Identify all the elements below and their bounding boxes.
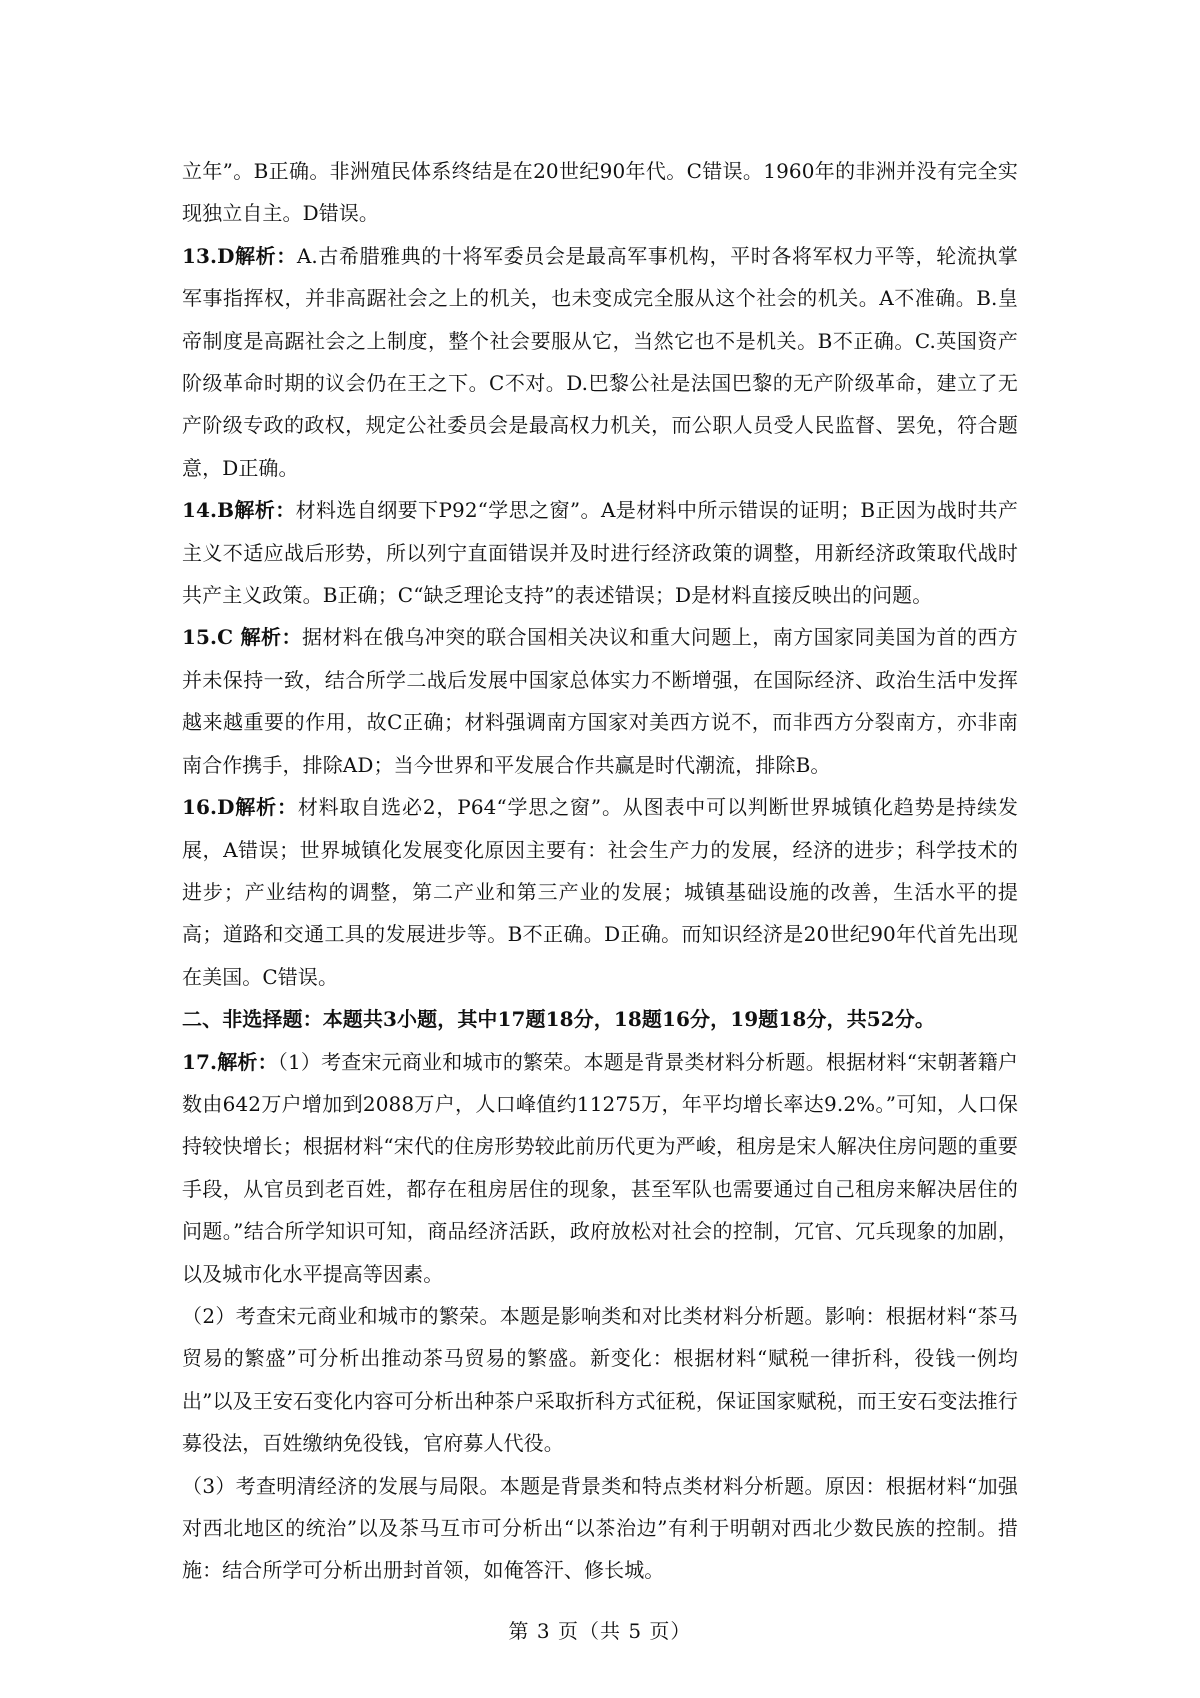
paragraph-text: （2）考查宋元商业和城市的繁荣。本题是影响类和对比类材料分析题。影响：根据材料“茶马贸易的繁盛”可分析出推动茶马贸易的繁盛。新变化：根据材料“赋税一律折科，役钱一例均出”以及王安石变化内容可分析出种茶户采取折科方式征税，保证国家赋税，而王安石变法推行募役法，百姓缴纳免役钱，官府募人代役。 <box>182 1303 1018 1456</box>
document-body <box>182 150 1018 1592</box>
page-footer: 第 3 页（共 5 页） <box>508 1619 692 1643</box>
paragraph-13 <box>182 235 1018 489</box>
question-label: 17.解析： <box>182 1049 278 1074</box>
paragraph-text: 材料选自纲要下P92“学思之窗”。A是材料中所示错误的证明；B正因为战时共产主义不适应战后形势，所以列宁直面错误并及时进行经济政策的调整，用新经济政策取代战时共产主义政策。B正确；C“缺乏理论支持”的表述错误；D是材料直接反映出的问题。 <box>182 498 1018 608</box>
section-title: 二、非选择题：本题共3小题，其中17题18分，18题16分，19题18分，共52分。 <box>182 1007 935 1032</box>
paragraph-17-3 <box>182 1465 1018 1592</box>
paragraph-text: 立年”。B正确。非洲殖民体系终结是在20世纪90年代。C错误。1960年的非洲并没有完全实现独立自主。D错误。 <box>182 159 1018 226</box>
section-heading <box>182 998 1018 1040</box>
paragraph-text: 材料取自选必2，P64“学思之窗”。从图表中可以判断世界城镇化趋势是持续发展，A错误；世界城镇化发展变化原因主要有：社会生产力的发展，经济的进步；科学技术的进步；产业结构的调整，第二产业和第三产业的发展；城镇基础设施的改善，生活水平的提高；道路和交通工具的发展进步等。B不正确。D正确。而知识经济是20世纪90年代首先出现在美国。C错误。 <box>182 795 1019 989</box>
paragraph-15 <box>182 616 1018 786</box>
question-label: 13.D解析： <box>182 243 297 268</box>
paragraph-text: A.古希腊雅典的十将军委员会是最高军事机构，平时各将军权力平等，轮流执掌军事指挥权，并非高踞社会之上的机关，也未变成完全服从这个社会的机关。A不准确。B.皇帝制度是高踞社会之上制度，整个社会要服从它，当然它也不是机关。B不正确。C.英国资产阶级革命时期的议会仍在王之下。C不对。D.巴黎公社是法国巴黎的无产阶级革命，建立了无产阶级专政的政权，规定公社委员会是最高权力机关，而公职人员受人民监督、罢免，符合题意，D正确。 <box>182 243 1018 480</box>
paragraph-17 <box>182 1041 1018 1295</box>
paragraph-17-2 <box>182 1295 1018 1465</box>
paragraph-16 <box>182 786 1018 998</box>
paragraph-text: （1）考查宋元商业和城市的繁荣。本题是背景类材料分析题。根据材料“宋朝著籍户数由642万户增加到2088万户，人口峰值约11275万，年平均增长率达9.2%。”可知，人口保持较快增长；根据材料“宋代的住房形势较此前历代更为严峻，租房是宋人解决住房问题的重要手段，从官员到老百姓，都存在租房居住的现象，甚至军队也需要通过自己租房来解决居住的问题。”结合所学知识可知，商品经济活跃，政府放松对社会的控制，冗官、冗兵现象的加剧，以及城市化水平提高等因素。 <box>182 1049 1018 1286</box>
question-label: 14.B解析： <box>182 498 296 523</box>
question-label: 16.D解析： <box>182 795 298 820</box>
paragraph-text: （3）考查明清经济的发展与局限。本题是背景类和特点类材料分析题。原因：根据材料“加强对西北地区的统治”以及茶马互市可分析出“以茶治边”有利于明朝对西北少数民族的控制。措施：结合所学可分析出册封首领，如俺答汗、修长城。 <box>182 1473 1018 1583</box>
paragraph-12-cont <box>182 150 1018 235</box>
paragraph-14 <box>182 489 1018 616</box>
question-label: 15.C 解析： <box>182 625 302 650</box>
paragraph-text: 据材料在俄乌冲突的联合国相关决议和重大问题上，南方国家同美国为首的西方并未保持一致，结合所学二战后发展中国家总体实力不断增强，在国际经济、政治生活中发挥越来越重要的作用，故C正确；材料强调南方国家对美西方说不，而非西方分裂南方，亦非南南合作携手，排除AD；当今世界和平发展合作共赢是时代潮流，排除B。 <box>182 625 1018 777</box>
